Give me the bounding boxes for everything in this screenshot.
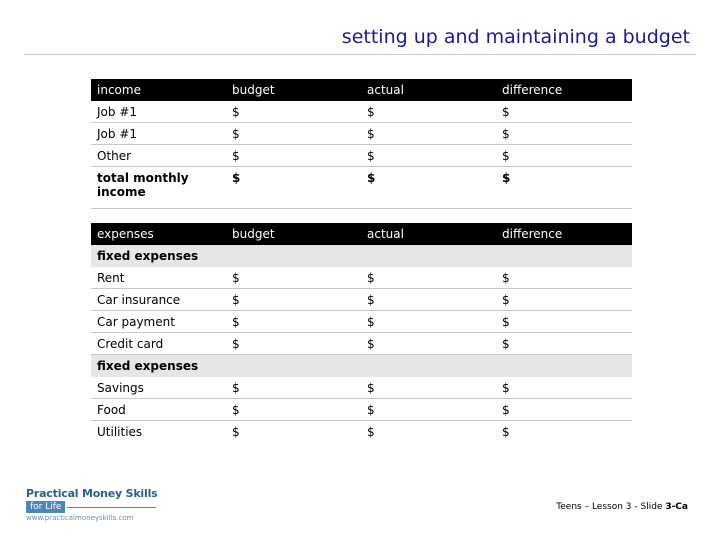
difference-cell: $	[502, 104, 510, 119]
difference-cell: $	[502, 425, 510, 439]
slide-footer	[556, 502, 688, 512]
difference-cell: $	[502, 148, 510, 163]
header-actual: actual	[367, 227, 404, 241]
difference-cell: $	[502, 292, 510, 307]
actual-cell: $	[367, 104, 375, 119]
budget-cell: $	[232, 314, 240, 329]
actual-cell: $	[367, 148, 375, 163]
income-header-row	[91, 79, 632, 101]
slide-number: 3-Ca	[665, 502, 688, 512]
row-label: Utilities	[97, 425, 143, 439]
table-row	[91, 377, 632, 399]
section-band	[91, 245, 632, 267]
header-income: income	[97, 83, 141, 97]
footer-text: Teens – Lesson 3 - Slide	[556, 502, 666, 512]
logo-subtitle: for Life	[26, 501, 65, 513]
table-row	[91, 123, 632, 145]
table-row	[91, 333, 632, 355]
actual-cell: $	[367, 336, 375, 351]
section-band	[91, 355, 632, 377]
actual-cell: $	[367, 402, 375, 417]
table-row	[91, 267, 632, 289]
header-actual: actual	[367, 83, 404, 97]
section-label: fixed expenses	[97, 359, 199, 373]
budget-cell: $	[232, 380, 240, 395]
table-row	[91, 289, 632, 311]
row-label: Job #1	[97, 126, 138, 141]
budget-cell: $	[232, 292, 240, 307]
row-label: Other	[97, 148, 132, 163]
row-label: Credit card	[97, 336, 164, 351]
budget-cell: $	[232, 402, 240, 417]
logo-url: www.practicalmoneyskills.com	[26, 514, 134, 522]
table-row	[91, 311, 632, 333]
difference-cell: $	[502, 380, 510, 395]
header-expenses: expenses	[97, 227, 154, 241]
actual-cell: $	[367, 425, 375, 439]
difference-cell: $	[502, 314, 510, 329]
row-label: Food	[97, 402, 126, 417]
row-label: Job #1	[97, 104, 138, 119]
logo-rule	[67, 507, 156, 508]
difference-cell: $	[502, 336, 510, 351]
table-row	[91, 101, 632, 123]
header-difference: difference	[502, 83, 563, 97]
difference-cell: $	[502, 402, 510, 417]
income-table	[91, 79, 632, 209]
practical-money-skills-logo	[26, 487, 156, 522]
actual-cell: $	[367, 126, 375, 141]
row-label: Rent	[97, 270, 125, 285]
logo-title: Practical Money Skills	[26, 487, 158, 500]
difference-cell: $	[502, 126, 510, 141]
slide-title: setting up and maintaining a budget	[341, 26, 690, 48]
expense-header-row	[91, 223, 632, 245]
total-actual: $	[367, 171, 376, 185]
actual-cell: $	[367, 314, 375, 329]
row-label: Savings	[97, 380, 144, 395]
total-label: total monthly income	[97, 171, 189, 199]
actual-cell: $	[367, 292, 375, 307]
actual-cell: $	[367, 270, 375, 285]
title-divider	[24, 54, 696, 55]
actual-cell: $	[367, 380, 375, 395]
table-row	[91, 145, 632, 167]
row-label: Car payment	[97, 314, 175, 329]
budget-cell: $	[232, 270, 240, 285]
budget-cell: $	[232, 148, 240, 163]
expense-table	[91, 223, 632, 443]
difference-cell: $	[502, 270, 510, 285]
budget-cell: $	[232, 336, 240, 351]
header-budget: budget	[232, 227, 275, 241]
row-label: Car insurance	[97, 292, 181, 307]
total-difference: $	[502, 171, 511, 185]
total-income-row	[91, 167, 632, 209]
total-budget: $	[232, 171, 241, 185]
section-label: fixed expenses	[97, 249, 199, 263]
table-row	[91, 399, 632, 421]
budget-cell: $	[232, 104, 240, 119]
header-budget: budget	[232, 83, 275, 97]
table-row	[91, 421, 632, 443]
budget-cell: $	[232, 425, 240, 439]
header-difference: difference	[502, 227, 563, 241]
budget-cell: $	[232, 126, 240, 141]
